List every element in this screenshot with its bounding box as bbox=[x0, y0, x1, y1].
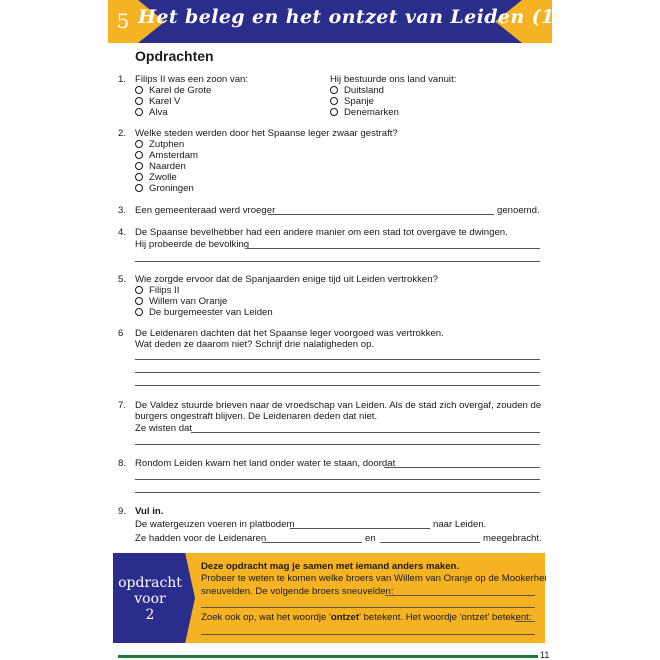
question-text: burgers ongestraft blijven. De Leidenaren deden dat niet. bbox=[135, 411, 378, 422]
option[interactable]: Alva bbox=[135, 107, 168, 118]
option[interactable]: Spanje bbox=[330, 96, 374, 107]
option[interactable]: Denemarken bbox=[330, 107, 399, 118]
answer-line[interactable] bbox=[380, 542, 480, 543]
question-number: 8. bbox=[118, 458, 127, 469]
question-text: meegebracht. bbox=[483, 533, 542, 544]
answer-line[interactable] bbox=[268, 214, 494, 215]
question-number: 5. bbox=[118, 274, 127, 285]
radio-circle-icon bbox=[135, 297, 143, 305]
question-text: Wie zorgde ervoor dat de Spanjaarden enige tijd uit Leiden vertrokken? bbox=[135, 274, 438, 285]
radio-circle-icon bbox=[135, 86, 143, 94]
question-text: en bbox=[365, 533, 376, 544]
answer-line[interactable] bbox=[135, 479, 540, 480]
answer-line[interactable] bbox=[135, 261, 540, 262]
radio-circle-icon bbox=[135, 151, 143, 159]
question-number: 3. bbox=[118, 205, 127, 216]
question-number: 6 bbox=[118, 328, 124, 339]
answer-line[interactable] bbox=[201, 634, 535, 635]
answer-line[interactable] bbox=[290, 528, 430, 529]
answer-line[interactable] bbox=[135, 385, 540, 386]
section-title: Opdrachten bbox=[135, 48, 214, 64]
option[interactable]: Zutphen bbox=[135, 139, 184, 150]
question-text: Een gemeenteraad werd vroeger bbox=[135, 205, 276, 216]
question-number: 9. bbox=[118, 506, 127, 517]
assignment-heading: Deze opdracht mag je samen met iemand anders maken. bbox=[201, 561, 460, 572]
radio-circle-icon bbox=[330, 86, 338, 94]
question-text: Wat deden ze daarom niet? Schrijf drie nalatigheden op. bbox=[135, 339, 375, 350]
radio-circle-icon bbox=[135, 162, 143, 170]
question-number: 4. bbox=[118, 227, 127, 238]
answer-label: Ze wisten dat bbox=[135, 423, 193, 434]
question-number: 7. bbox=[118, 400, 127, 411]
radio-circle-icon bbox=[330, 97, 338, 105]
option[interactable]: Naarden bbox=[135, 161, 186, 172]
radio-circle-icon bbox=[135, 308, 143, 316]
question-text: De Spaanse bevelhebber had een andere manier om een stad tot overgave te dwingen. bbox=[135, 227, 508, 238]
question-number: 1. bbox=[118, 74, 127, 85]
answer-line[interactable] bbox=[515, 621, 535, 622]
question-text: Ze hadden voor de Leidenaren bbox=[135, 533, 267, 544]
chapter-number: 5 bbox=[116, 9, 130, 33]
question-text: Hij bestuurde ons land vanuit: bbox=[330, 74, 457, 85]
answer-line[interactable] bbox=[262, 542, 362, 543]
question-text: De Valdez stuurde brieven naar de vroedschap van Leiden. Als de stad zich overgaf, zouden de bbox=[135, 400, 542, 411]
answer-line[interactable] bbox=[135, 444, 540, 445]
option[interactable]: De burgemeester van Leiden bbox=[135, 307, 273, 318]
radio-circle-icon bbox=[330, 108, 338, 116]
assignment-text: Zoek ook op, wat het woordje 'ontzet' betekent. Het woordje 'ontzet' betekent: bbox=[201, 612, 532, 623]
assignment-text: Probeer te weten te komen welke broers van Willem van Oranje op de Mookerhei bbox=[201, 573, 547, 584]
answer-line[interactable] bbox=[385, 595, 535, 596]
answer-line[interactable] bbox=[135, 372, 540, 373]
assignment-label: opdracht voor 2 bbox=[118, 575, 182, 623]
radio-circle-icon bbox=[135, 108, 143, 116]
option[interactable]: Filips II bbox=[135, 285, 179, 296]
question-text: Rondom Leiden kwam het land onder water te staan, doordat bbox=[135, 458, 396, 469]
page-title: Het beleg en het ontzet van Leiden (1574) bbox=[138, 6, 605, 28]
option[interactable]: Duitsland bbox=[330, 85, 384, 96]
answer-line[interactable] bbox=[201, 607, 535, 608]
question-text: De watergeuzen voeren in platbodem bbox=[135, 519, 295, 530]
answer-line[interactable] bbox=[135, 492, 540, 493]
option[interactable]: Groningen bbox=[135, 183, 194, 194]
option[interactable]: Amsterdam bbox=[135, 150, 198, 161]
radio-circle-icon bbox=[135, 140, 143, 148]
answer-line[interactable] bbox=[135, 359, 540, 360]
question-text: genoemd. bbox=[497, 205, 540, 216]
answer-line[interactable] bbox=[384, 467, 540, 468]
question-text: naar Leiden. bbox=[433, 519, 487, 530]
question-text: De Leidenaren dachten dat het Spaanse leger voorgoed was vertrokken. bbox=[135, 328, 444, 339]
question-title: Vul in. bbox=[135, 506, 164, 517]
answer-line[interactable] bbox=[191, 432, 540, 433]
radio-circle-icon bbox=[135, 97, 143, 105]
question-text: Welke steden werden door het Spaanse leger zwaar gestraft? bbox=[135, 128, 398, 139]
radio-circle-icon bbox=[135, 173, 143, 181]
option[interactable]: Karel de Grote bbox=[135, 85, 211, 96]
question-number: 2. bbox=[118, 128, 127, 139]
radio-circle-icon bbox=[135, 184, 143, 192]
radio-circle-icon bbox=[135, 286, 143, 294]
answer-line[interactable] bbox=[247, 248, 540, 249]
option[interactable]: Willem van Oranje bbox=[135, 296, 227, 307]
assignment-text: sneuvelden. De volgende broers sneuvelden: bbox=[201, 586, 394, 597]
answer-label: Hij probeerde de bevolking bbox=[135, 239, 250, 250]
footer-rule bbox=[118, 655, 538, 658]
question-text: Filips II was een zoon van: bbox=[135, 74, 249, 85]
option[interactable]: Zwolle bbox=[135, 172, 177, 183]
option[interactable]: Karel V bbox=[135, 96, 180, 107]
page-number: 11 bbox=[540, 650, 550, 660]
